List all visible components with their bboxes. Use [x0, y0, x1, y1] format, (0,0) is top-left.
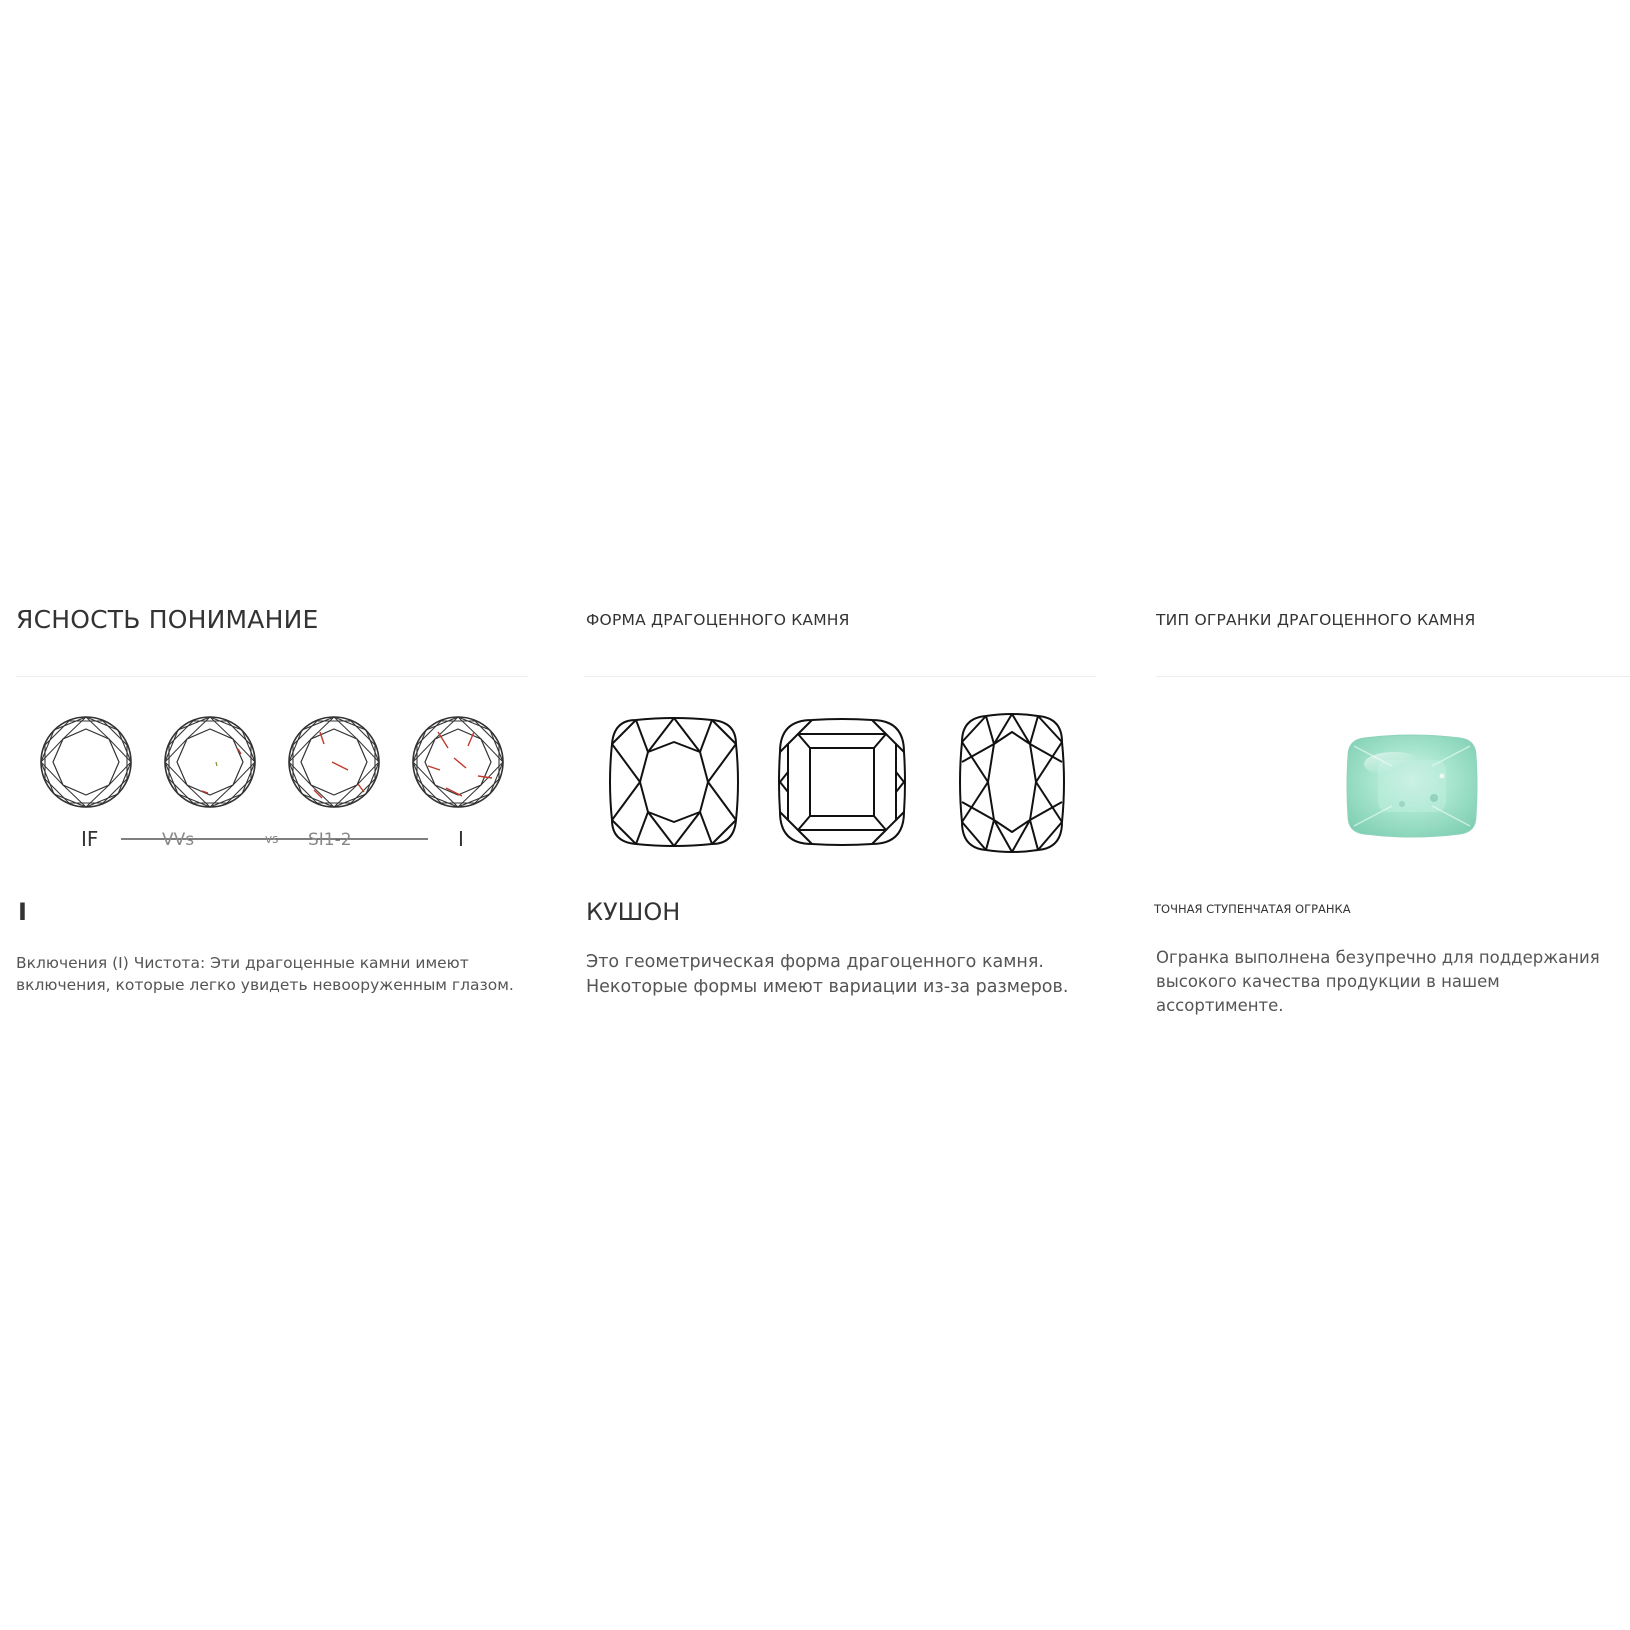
clarity-grade: I	[18, 898, 27, 926]
scale-label-i: I	[458, 827, 464, 850]
shape-description: Это геометрическая форма драгоценного камня. Некоторые формы имеют вариации из-за размеров.	[586, 952, 1069, 997]
cushion-elongated-icon	[960, 714, 1064, 852]
scale-label-vs: vs	[265, 832, 279, 846]
cushion-square-icon	[779, 719, 905, 845]
diamond-vs-icon	[289, 717, 379, 807]
cut-description: Огранка выполнена безупречно для поддержания высокого качества продукции в нашем ассортименте.	[1156, 948, 1600, 1015]
scale-label-vvs: VVs	[162, 830, 195, 850]
cut-section	[1154, 600, 1630, 1015]
cut-divider	[1156, 676, 1630, 677]
gem-photo	[1156, 706, 1630, 886]
shape-divider	[584, 676, 1096, 677]
cut-title: ТИП ОГРАНКИ ДРАГОЦЕННОГО КАМНЯ	[1156, 611, 1476, 629]
clarity-section	[16, 600, 546, 995]
scale-label-si: SI1-2	[308, 830, 352, 850]
clarity-description: Включения (I) Чистота: Эти драгоценные камни имеют включения, которые легко увидеть невооруженным глазом.	[16, 954, 514, 995]
shape-title: ФОРМА ДРАГОЦЕННОГО КАМНЯ	[586, 611, 850, 629]
shape-name: КУШОН	[586, 898, 681, 926]
shape-section	[586, 600, 1116, 997]
cut-name: ТОЧНАЯ СТУПЕНЧАТАЯ ОГРАНКА	[1154, 902, 1351, 916]
cushion-shapes-figure	[586, 700, 1096, 860]
clarity-scale-figure	[16, 700, 516, 850]
cushion-brilliant-icon	[610, 718, 738, 846]
diamond-if-icon	[41, 717, 131, 807]
diamond-vvs-icon	[165, 717, 255, 807]
clarity-divider	[16, 676, 528, 677]
scale-label-if: IF	[81, 827, 99, 850]
diamond-i-icon	[413, 717, 503, 807]
clarity-title: ЯСНОСТЬ ПОНИМАНИЕ	[16, 605, 319, 634]
